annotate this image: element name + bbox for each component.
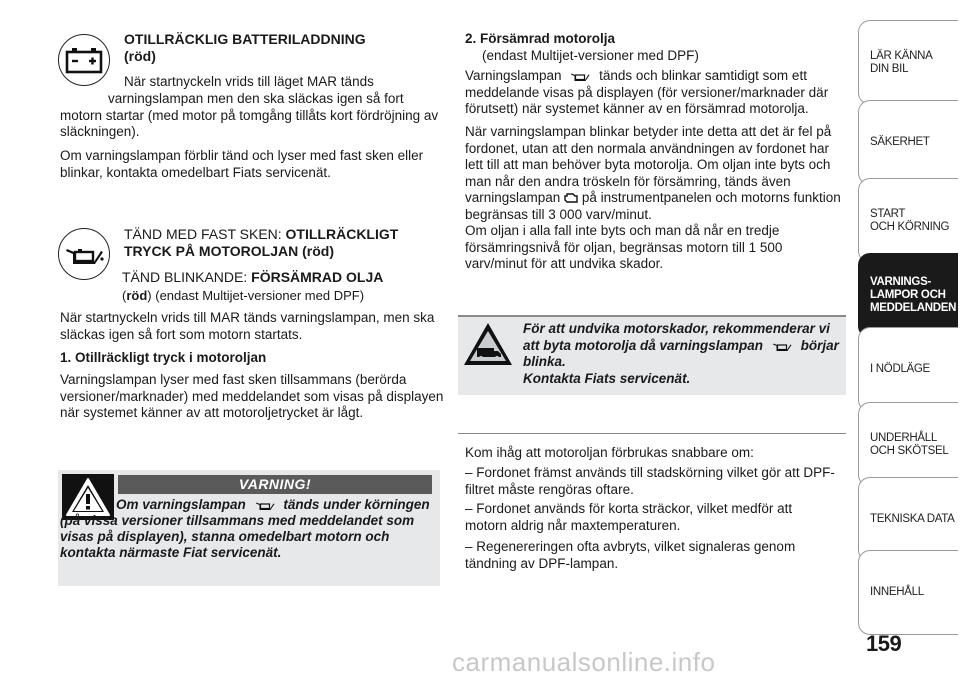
note-top-rule	[458, 315, 846, 317]
tab-underhall[interactable]: UNDERHÅLL OCH SKÖTSEL	[858, 402, 958, 487]
oil-can-icon	[64, 242, 104, 266]
battery-icon	[65, 46, 103, 74]
tab-varningslampor[interactable]: VARNINGS- LAMPOR OCH MEDDELANDEN	[858, 253, 958, 338]
watermark: carmanualsonline.info	[452, 647, 716, 677]
tab-tekniska-data[interactable]: TEKNISKA DATA	[858, 477, 958, 562]
battery-title: OTILLRÄCKLIG BATTERILADDNING (röd)	[124, 31, 366, 64]
battery-para1-line1: När startnyckeln vrids till läget MAR tänds	[124, 74, 374, 89]
engine-icon	[564, 192, 578, 204]
oil-can-icon	[767, 340, 797, 352]
consumption-bullet-2: – Fordonet används för korta sträckor, vilket medför att motorn aldrig når maxtemperaturen.	[465, 501, 793, 533]
oil-p2a: Varningslampan tänds och blinkar samtidigt som ett meddelande visas på displayen (för versioner/marknader där förutsett) när systemet känner av en försämrad motorolja.	[465, 68, 829, 116]
oil-icon-circle	[58, 228, 110, 280]
oil-p1: Varningslampan lyser med fast sken tillsammans (berörda versioner/marknader) med meddelandet som visas på displayen när systemet känner av att motoroljetrycket är lågt.	[60, 372, 444, 420]
tab-innehall[interactable]: INNEHÅLL	[858, 550, 958, 635]
tab-i-nodlage[interactable]: I NÖDLÄGE	[858, 327, 958, 412]
consumption-intro: Kom ihåg att motoroljan förbrukas snabbare om:	[465, 445, 754, 460]
battery-icon-circle	[58, 34, 110, 86]
note-bottom-rule	[458, 433, 846, 434]
oil-p2c: Om oljan i alla fall inte byts och man då når en tredje försämringsnivå för oljan, begränsas motorn till 1 500 varv/minut för att undvika skador.	[465, 223, 783, 271]
consumption-bullet-3: – Regenereringen ofta avbryts, vilket signaleras genom tändning av DPF-lampan.	[465, 539, 796, 571]
oil-can-icon	[250, 499, 280, 511]
oil-blink-heading: TÄND BLINKANDE: FÖRSÄMRAD OLJA	[122, 269, 384, 285]
van-warning-icon	[462, 320, 514, 368]
oil-p2b: När varningslampan blinkar betyder inte detta att det är fel på fordonet, utan att den normala användningen av fordonet har lett till att man behöver byta motorolja. Om oljan inte byts och man når den andra tröskeln för försämring, tänds även varningslampan på instrumentpanelen och motorns funktion begränsas till 3 000 varv/minut.	[465, 124, 841, 222]
tab-lar-kanna-din-bil[interactable]: LÄR KÄNNA DIN BIL	[858, 20, 958, 105]
oil-can-icon	[565, 70, 595, 82]
battery-para1-rest: varningslampan men den ska släckas igen så fort motorn startar (med motor på tomgång tillåts kort fördröjning av släckningen).	[60, 91, 439, 139]
tab-start-och-korning[interactable]: START OCH KÖRNING	[858, 178, 958, 263]
oil-h2-sub: (endast Multijet-versioner med DPF)	[482, 48, 699, 63]
note-text: För att undvika motorskador, rekommenderar vi att byta motorolja då varningslampan börjar blinka. Kontakta Fiats servicenät.	[523, 321, 839, 386]
oil-steady-heading: TÄND MED FAST SKEN: OTILLRÄCKLIGT TRYCK PÅ MOTOROLJAN (röd)	[124, 226, 399, 259]
oil-blink-note: (röd) (endast Multijet-versioner med DPF)	[122, 288, 365, 303]
page-number: 159	[866, 631, 902, 656]
warning-header: VARNING!	[238, 476, 312, 492]
oil-intro: När startnyckeln vrids till MAR tänds varningslampan, men ska släckas igen så fort som motorn startats.	[60, 310, 435, 342]
oil-h2: 2. Försämrad motorolja	[465, 31, 616, 46]
oil-h1: 1. Otillräckligt tryck i motoroljan	[60, 350, 267, 365]
tab-sakerhet[interactable]: SÄKERHET	[858, 100, 958, 185]
battery-para2: Om varningslampan förblir tänd och lyser med fast sken eller blinkar, kontakta omedelbart Fiats servicenät.	[60, 148, 424, 180]
consumption-bullet-1: – Fordonet främst används till stadskörning vilket gör att DPF-filtret måste rengöras oftare.	[465, 465, 835, 497]
warning-text: Om varningslampan tänds under körningen (på vissa versioner tillsammans med meddelandet som visas på displayen), stanna omedelbart motorn och kontakta närmaste Fiat servicenät.	[60, 497, 430, 560]
